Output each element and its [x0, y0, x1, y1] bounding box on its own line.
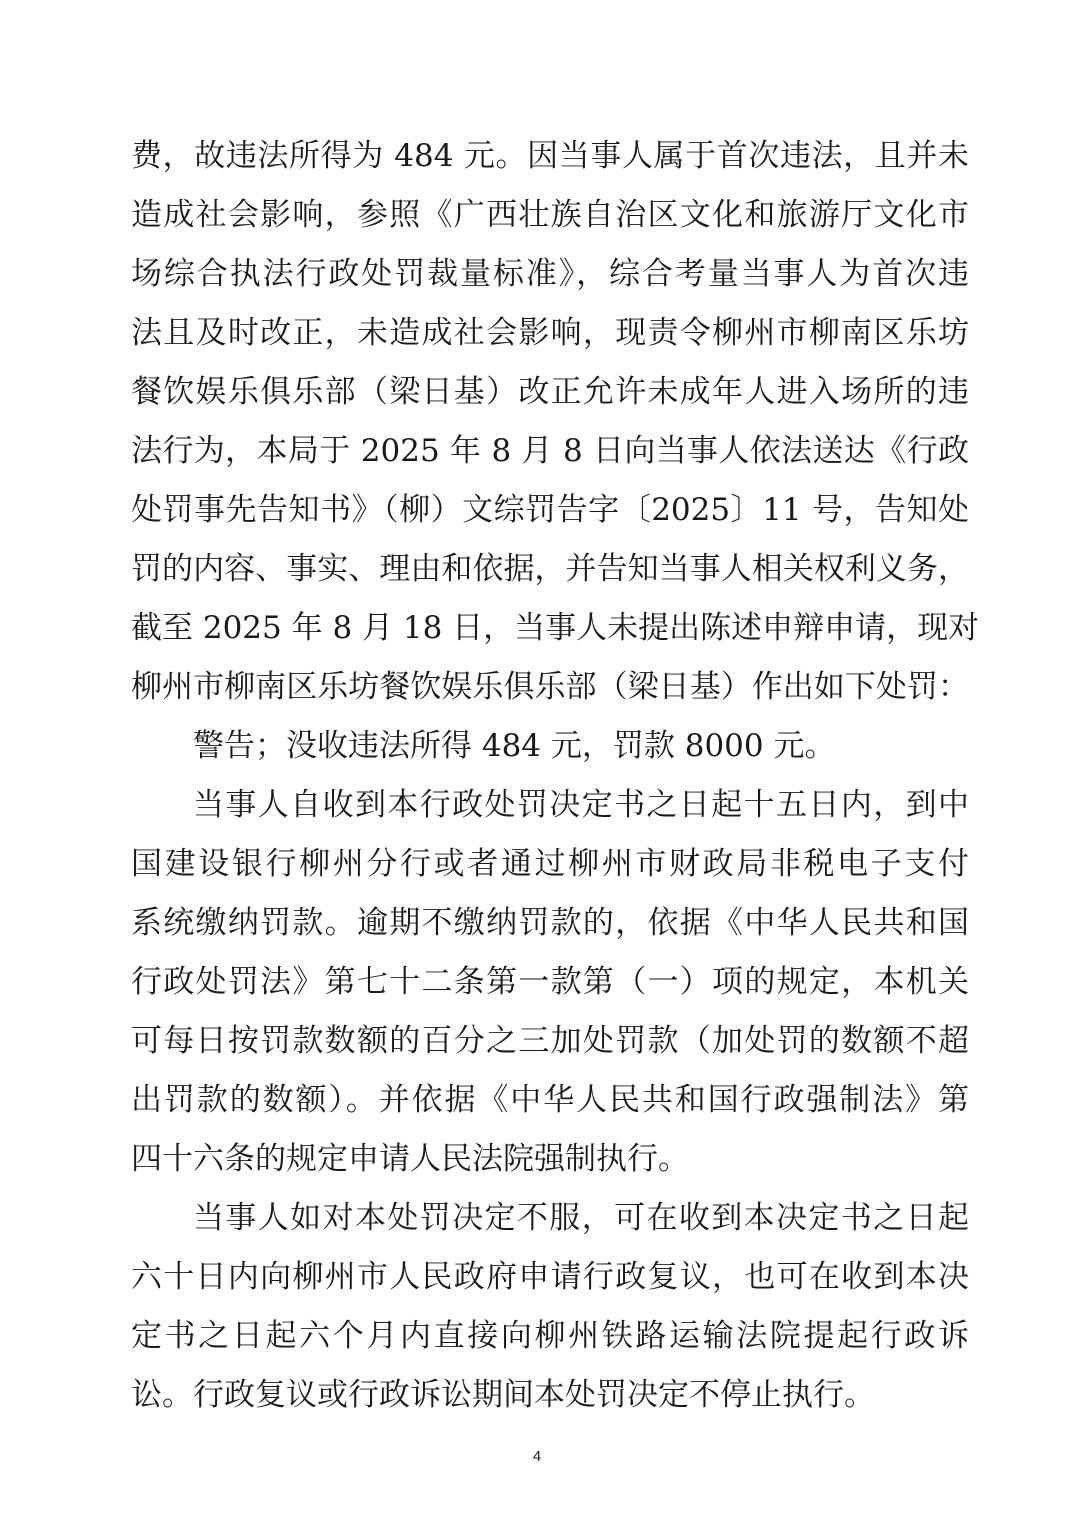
text-line: 处罚事先告知书》（柳）文综罚告字〔2025〕11 号，告知处	[131, 492, 969, 528]
text-line: 定书之日起六个月内直接向柳州铁路运输法院提起行政诉	[131, 1318, 969, 1354]
text-line: 费，故违法所得为 484 元。因当事人属于首次违法，且并未	[131, 138, 969, 174]
page-number: 4	[532, 1448, 542, 1465]
paragraph-penalty	[131, 717, 969, 776]
text-line: 法行为，本局于 2025 年 8 月 8 日向当事人依法送达《行政	[131, 433, 969, 469]
text-line: 警告；没收违法所得 484 元，罚款 8000 元。	[193, 728, 836, 764]
text-line: 国建设银行柳州分行或者通过柳州市财政局非税电子支付	[131, 846, 969, 882]
text-line: 当事人如对本处罚决定不服，可在收到本决定书之日起	[193, 1200, 969, 1236]
document-body	[131, 127, 980, 1425]
text-line: 出罚款的数额）。并依据《中华人民共和国行政强制法》第	[131, 1082, 969, 1118]
text-line: 行政处罚法》第七十二条第一款第（一）项的规定，本机关	[131, 964, 969, 1000]
text-line: 讼。行政复议或行政诉讼期间本处罚决定不停止执行。	[131, 1377, 875, 1413]
paragraph-payment	[131, 776, 969, 1189]
paragraph-continuation	[131, 127, 980, 717]
text-line: 当事人自收到本行政处罚决定书之日起十五日内，到中	[193, 787, 969, 823]
text-line: 法且及时改正，未造成社会影响，现责令柳州市柳南区乐坊	[131, 315, 969, 351]
paragraph-appeal	[131, 1189, 969, 1425]
text-line: 截至 2025 年 8 月 18 日，当事人未提出陈述申辩申请，现对	[131, 610, 980, 646]
text-line: 场综合执法行政处罚裁量标准》，综合考量当事人为首次违	[131, 256, 969, 292]
text-line: 六十日内向柳州市人民政府申请行政复议，也可在收到本决	[131, 1259, 969, 1295]
text-line: 四十六条的规定申请人民法院强制执行。	[131, 1141, 689, 1177]
text-line: 餐饮娱乐俱乐部（梁日基）改正允许未成年人进入场所的违	[131, 374, 969, 410]
text-line: 可每日按罚款数额的百分之三加处罚款（加处罚的数额不超	[131, 1023, 969, 1059]
text-line: 柳州市柳南区乐坊餐饮娱乐俱乐部（梁日基）作出如下处罚：	[131, 669, 969, 705]
text-line: 系统缴纳罚款。逾期不缴纳罚款的，依据《中华人民共和国	[131, 905, 969, 941]
text-line: 造成社会影响，参照《广西壮族自治区文化和旅游厅文化市	[131, 197, 969, 233]
text-line: 罚的内容、事实、理由和依据，并告知当事人相关权利义务，	[131, 551, 969, 587]
